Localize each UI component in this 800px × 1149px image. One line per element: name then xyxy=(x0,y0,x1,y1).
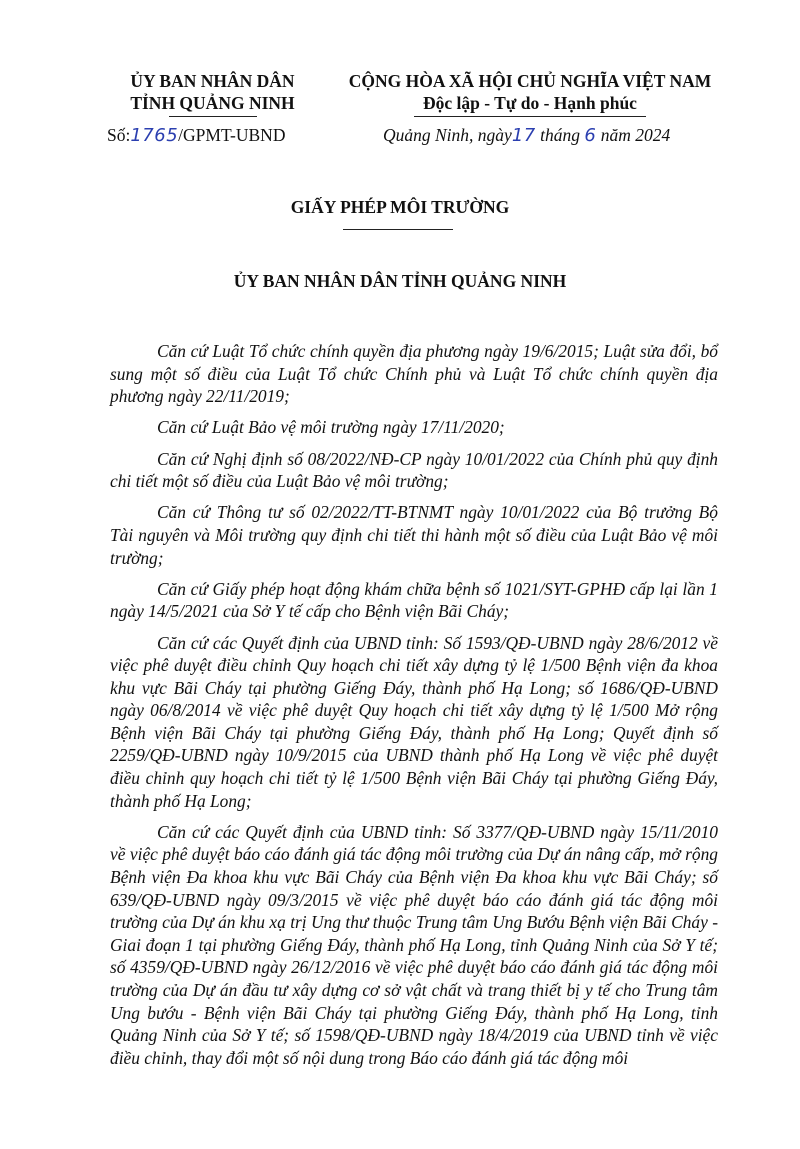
document-title: GIẤY PHÉP MÔI TRƯỜNG xyxy=(290,197,510,217)
motto-underline xyxy=(414,116,646,117)
handwritten-day: 17 xyxy=(511,125,536,146)
paragraph: Căn cứ Thông tư số 02/2022/TT-BTNMT ngày 10/01/2022 của Bộ trưởng Bộ Tài nguyên và Môi trường quy định chi tiết thi hành một số điều của Luật Bảo vệ môi trường; xyxy=(110,502,718,568)
motto: Độc lập - Tự do - Hạnh phúc xyxy=(423,93,637,113)
paragraph: Căn cứ các Quyết định của UBND tỉnh: Số 3377/QĐ-UBND ngày 15/11/2010 về việc phê duyệt báo cáo đánh giá tác động môi trường của Dự án nâng cấp, mở rộng Bệnh viện Đa khoa khu vực Bãi Cháy của Bệnh viện Đa khoa khu vực Bãi Cháy; số 639/QĐ-UBND ngày 09/3/2015 về việc phê duyệt báo cáo đánh giá tác động môi trường của Dự án khu xạ trị Ung thư thuộc Trung tâm Ung Bướu Bệnh viện Bãi Cháy - Giai đoạn 1 tại phường Giếng Đáy, thành phố Hạ Long, tỉnh Quảng Ninh của Sở Y tế; số 4359/QĐ-UBND ngày 26/12/2016 về việc phê duyệt báo cáo đánh giá tác động môi trường của Dự án đầu tư xây dựng cơ sở vật chất và trang thiết bị y tế cho Trung tâm Ung bướu - Bệnh viện Bãi Cháy tại phường Giếng Đáy, thành phố Hạ Long, tỉnh Quảng Ninh của Sở Y tế; số 1598/QĐ-UBND ngày 18/4/2019 của UBND tỉnh về việc điều chỉnh, thay đổi một số nội dung trong Báo cáo đánh giá tác động môi xyxy=(110,821,718,1068)
year-label: năm 2024 xyxy=(600,125,671,145)
number-prefix: Số: xyxy=(107,125,131,145)
document-number xyxy=(107,125,285,146)
date-place: Quảng Ninh, ngày xyxy=(383,125,512,145)
month-label: tháng xyxy=(540,125,580,145)
issue-date xyxy=(383,125,670,146)
number-suffix: /GPMT-UBND xyxy=(178,125,286,145)
issuing-authority-header xyxy=(110,70,315,117)
paragraph: Căn cứ Nghị định số 08/2022/NĐ-CP ngày 10/01/2022 của Chính phủ quy định chi tiết một số điều của Luật Bảo vệ môi trường; xyxy=(110,448,718,492)
paragraph: Căn cứ Luật Tổ chức chính quyền địa phương ngày 19/6/2015; Luật sửa đổi, bổ sung một số điều của Luật Tổ chức Chính phủ và Luật Tổ chức chính quyền địa phương ngày 22/11/2019; xyxy=(110,341,718,407)
preamble xyxy=(110,340,718,1078)
paragraph: Căn cứ các Quyết định của UBND tỉnh: Số 1593/QĐ-UBND ngày 28/6/2012 về việc phê duyệt điều chỉnh Quy hoạch chi tiết xây dựng tỷ lệ 1/500 Bệnh viện đa khoa khu vực Bãi Cháy tại phường Giếng Đáy, thành phố Hạ Long; số 1686/QĐ-UBND ngày 06/8/2014 về việc phê duyệt Quy hoạch chi tiết xây dựng tỷ lệ 1/500 Mở rộng Bệnh viện Bãi Cháy tại phường Giếng Đáy, thành phố Hạ Long; Quyết định số 2259/QĐ-UBND ngày 10/9/2015 của UBND thành phố Hạ Long về việc phê duyệt điều chỉnh quy hoạch chi tiết tỷ lệ 1/500 Bệnh viện Bãi Cháy tại phường Giếng Đáy, thành phố Hạ Long; xyxy=(110,632,718,811)
country-name: CỘNG HÒA XÃ HỘI CHỦ NGHĨA VIỆT NAM xyxy=(348,71,712,91)
issuing-body: ỦY BAN NHÂN DÂN TỈNH QUẢNG NINH xyxy=(233,271,567,291)
national-motto-header xyxy=(340,70,720,117)
handwritten-number: 1765 xyxy=(130,125,179,146)
title-underline xyxy=(343,229,453,230)
authority-line-1: ỦY BAN NHÂN DÂN xyxy=(130,71,295,91)
authority-underline xyxy=(169,116,257,117)
authority-line-2: TỈNH QUẢNG NINH xyxy=(130,93,295,113)
paragraph: Căn cứ Giấy phép hoạt động khám chữa bệnh số 1021/SYT-GPHĐ cấp lại lần 1 ngày 14/5/2021 của Sở Y tế cấp cho Bệnh viện Bãi Cháy; xyxy=(110,578,718,622)
handwritten-month: 6 xyxy=(584,125,597,146)
paragraph: Căn cứ Luật Bảo vệ môi trường ngày 17/11/2020; xyxy=(157,417,505,438)
